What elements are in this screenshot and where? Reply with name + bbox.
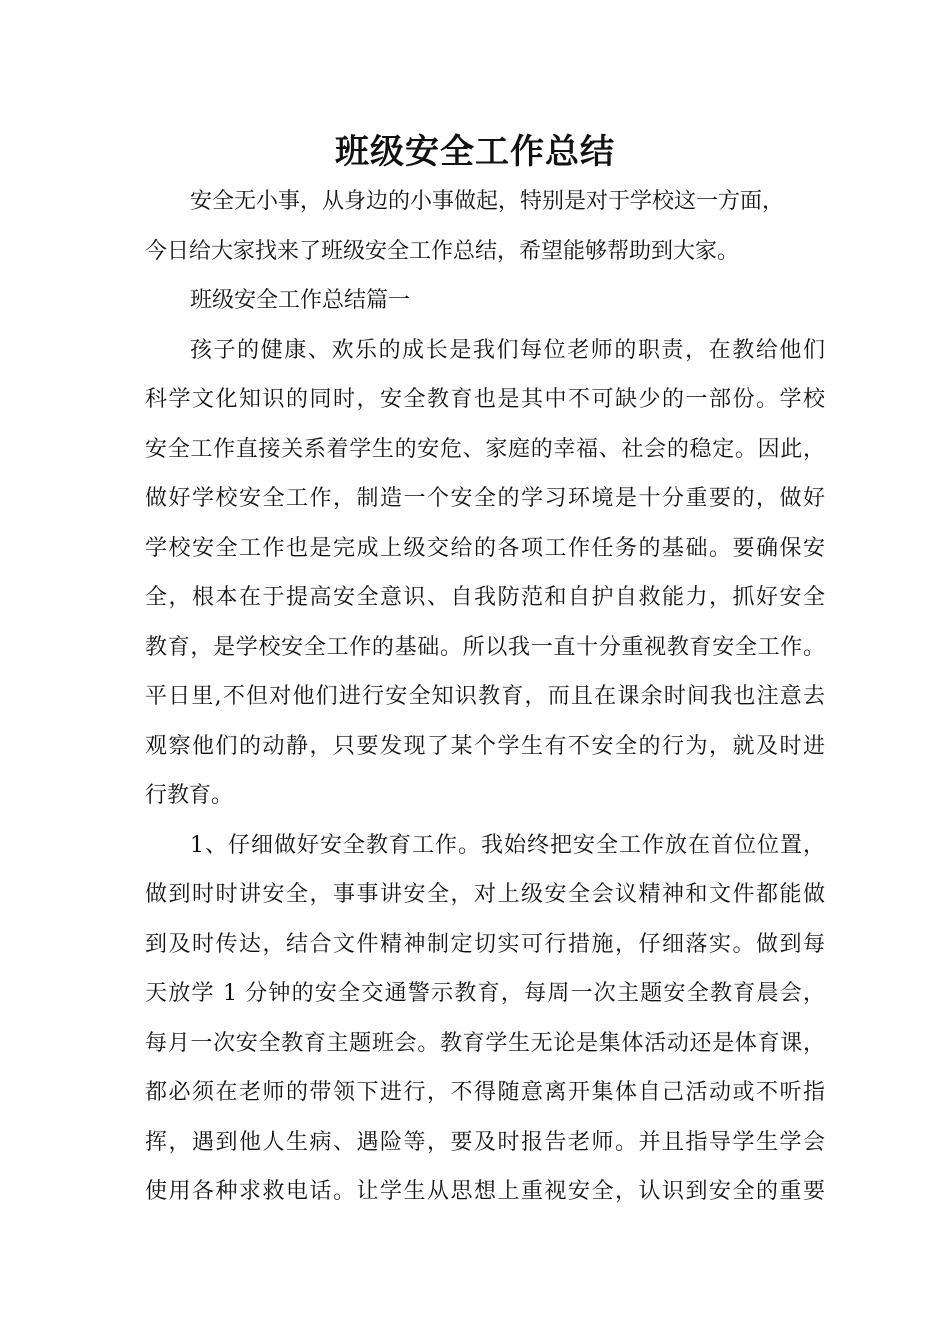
paragraph-line: 科学文化知识的同时，安全教育也是其中不可缺少的一部份。学校 <box>145 387 825 412</box>
paragraph-line: 挥，遇到他人生病、遇险等，要及时报告老师。并且指导学生学会 <box>145 1130 825 1155</box>
paragraph-line: 平日里,不但对他们进行安全知识教育，而且在课余时间我也注意去 <box>145 684 825 709</box>
paragraph-line: 天放学 1 分钟的安全交通警示教育，每周一次主题安全教育晨会， <box>145 981 825 1006</box>
paragraph-line: 观察他们的动静，只要发现了某个学生有不安全的行为，就及时进 <box>145 734 825 759</box>
paragraph-line: 做到时时讲安全，事事讲安全，对上级安全会议精神和文件都能做 <box>145 882 825 907</box>
paragraph-line: 教育，是学校安全工作的基础。所以我一直十分重视教育安全工作。 <box>145 635 825 660</box>
paragraph-line: 做好学校安全工作，制造一个安全的学习环境是十分重要的，做好 <box>145 486 825 511</box>
paragraph-line: 使用各种求救电话。让学生从思想上重视安全，认识到安全的重要 <box>145 1179 825 1204</box>
paragraph-line: 到及时传达，结合文件精神制定切实可行措施，仔细落实。做到每 <box>145 932 825 957</box>
paragraph-line: 安全无小事，从身边的小事做起，特别是对于学校这一方面， <box>190 189 785 214</box>
paragraph-line: 行教育。 <box>145 783 234 808</box>
document-title: 班级安全工作总结 <box>335 132 615 172</box>
paragraph-line: 安全工作直接关系着学生的安危、家庭的幸福、社会的稳定。因此， <box>145 437 825 462</box>
paragraph-line: 全，根本在于提高安全意识、自我防范和自护自救能力，抓好安全 <box>145 585 825 610</box>
paragraph-line: 孩子的健康、欢乐的成长是我们每位老师的职责，在教给他们 <box>190 338 825 363</box>
paragraph-line: 学校安全工作也是完成上级交给的各项工作任务的基础。要确保安 <box>145 536 825 561</box>
paragraph-line: 每月一次安全教育主题班会。教育学生无论是集体活动还是体育课， <box>145 1031 825 1056</box>
section-heading: 班级安全工作总结篇一 <box>190 288 411 313</box>
paragraph-line: 今日给大家找来了班级安全工作总结，希望能够帮助到大家。 <box>145 239 740 264</box>
paragraph-line: 都必须在老师的带领下进行，不得随意离开集体自己活动或不听指 <box>145 1080 825 1105</box>
paragraph-line: 1、仔细做好安全教育工作。我始终把安全工作放在首位位置， <box>190 833 825 858</box>
